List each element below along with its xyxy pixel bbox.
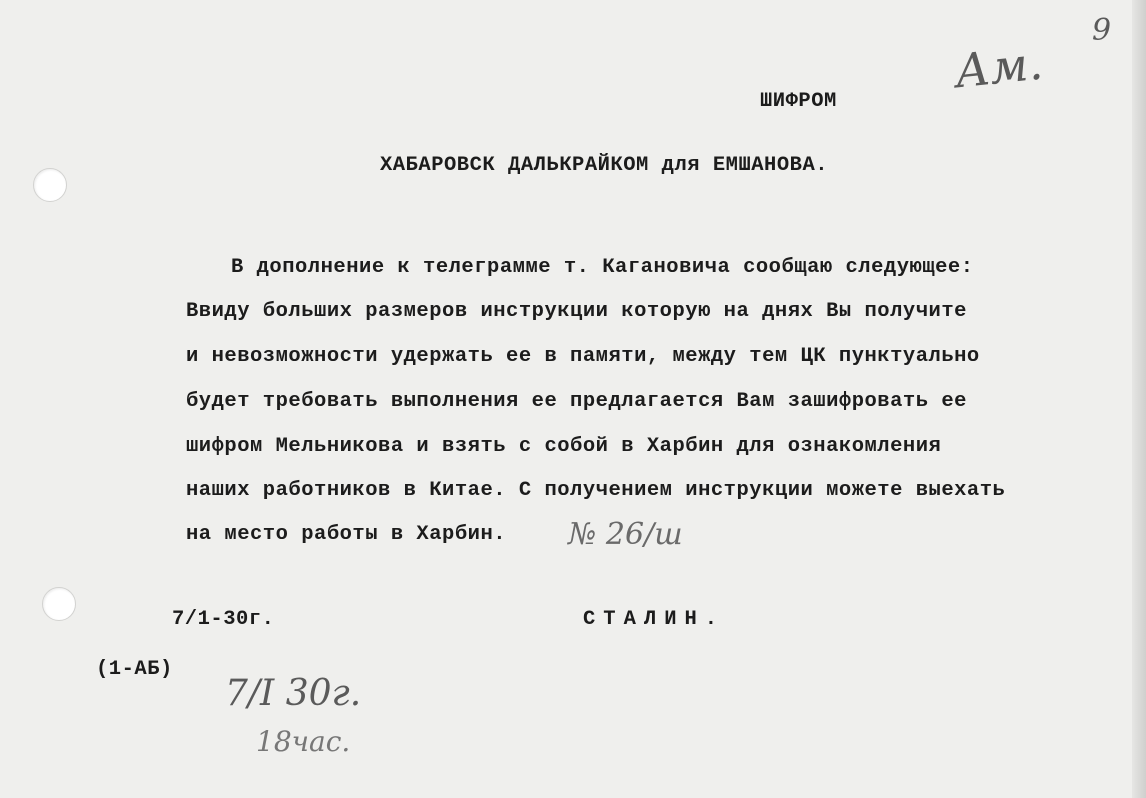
body-line: будет требовать выполнения ее предлагается Вам зашифровать ее (186, 390, 967, 413)
handwritten-time: 18час. (256, 725, 351, 758)
body-line: В дополнение к телеграмме т. Кагановича сообщаю следующее: (231, 256, 974, 279)
page-number: 9 (1092, 13, 1112, 48)
document-date: 7/1-30г. (172, 608, 275, 631)
signature: СТАЛИН. (583, 608, 726, 631)
body-line: наших работников в Китае. С получением инструкции можете выехать (186, 479, 1006, 502)
body-line: на место работы в Харбин. (186, 523, 507, 546)
addressee: ХАБАРОВСК ДАЛЬКРАЙКОМ для ЕМШАНОВА. (380, 154, 829, 177)
body-line: шифром Мельникова и взять с собой в Харбин для ознакомления (186, 435, 942, 458)
reference-code: (1-АБ) (96, 658, 173, 681)
body-line: и невозможности удержать ее в памяти, между тем ЦК пунктуально (186, 345, 980, 368)
punch-hole (33, 168, 67, 202)
body-line: Ввиду больших размеров инструкции которую на днях Вы получите (186, 300, 967, 323)
handwritten-date: 7/I 30г. (225, 673, 362, 714)
handwritten-initials: Ам. (952, 35, 1046, 99)
document-header: ШИФРОМ (760, 90, 837, 113)
punch-hole (42, 587, 76, 621)
page-edge (1132, 0, 1146, 798)
handwritten-registration-number: № 26/ш (568, 517, 683, 552)
